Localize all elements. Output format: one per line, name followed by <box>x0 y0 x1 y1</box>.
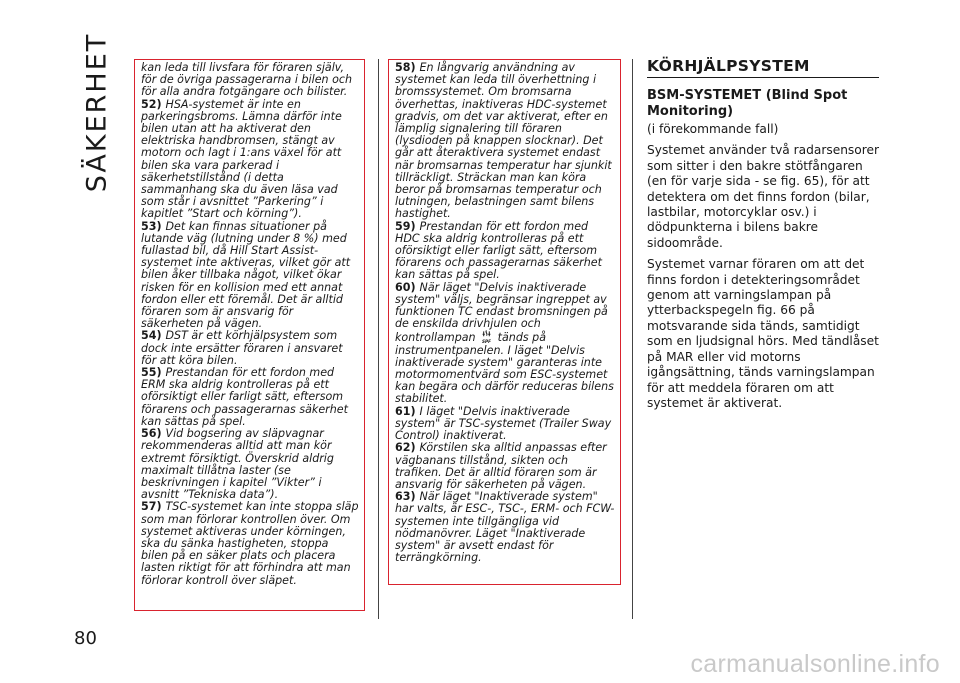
paragraph: Systemet använder två radarsensorer som sitter i den bakre stötfångaren (en för varje sida - se fig. 65), för att detektera om det finns fordon (bilar, lastbilar, motorcyklar osv.) i dödpunkterna i bilens bakre sidoområde. <box>647 143 879 250</box>
paragraph: Systemet varnar föraren om att det finns fordon i detekteringsområdet genom att varningslampan på ytterbackspegeln fig. 66 på motsvarande sida tänds, samtidigt som en ljudsignal hörs. Med tändlåset på MAR eller vid motorns igångsättning, tänds varningslampan för att meddela föraren om att systemet är aktiverat. <box>647 257 879 410</box>
note-number: 59) <box>395 219 416 233</box>
note-text: tänds på instrumentpanelen. I läget "Delvis inaktiverade system" garanteras inte motormomentvärd som ESC-systemet kan begära och därför reduceras bilens stabilitet. <box>395 331 614 406</box>
note-item <box>395 406 615 443</box>
note-number: 60) <box>395 280 416 294</box>
paragraph: (i förekommande fall) <box>647 122 779 136</box>
watermark: carmanualsonline.info <box>690 650 940 678</box>
note-text: Vid bogsering av släpvagnar rekommenderas alltid att man kör extremt försiktigt. Överskrid aldrig maximalt tillåtna laster (se beskrivningen i kapitel ”Vikter” i avsnitt ”Tekniska data”). <box>141 427 334 502</box>
column-divider <box>632 59 633 619</box>
note-number: 52) <box>141 97 162 111</box>
note-item <box>395 62 615 221</box>
note-text: kan leda till livsfara för föraren själv, för de övriga passagerarna i bilen och för alla andra fotgängare och bilister. <box>141 61 352 99</box>
note-text: DST är ett körhjälpsystem som dock inte ersätter föraren i ansvaret för att köra bilen. <box>141 329 343 367</box>
note-item <box>141 62 359 99</box>
note-item <box>141 501 359 586</box>
note-text: En långvarig användning av systemet kan leda till överhettning i bromssystemet. Om bromsarna överhettas, inaktiveras HDC-systemet gradvis, om det var aktiverat, efter en lämplig signalering till föraren (lysdioden på knappen slocknar). Det går att återaktivera systemet endast när bromsarnas temperatur har sjunkit tillräckligt. Sträckan man kan köra beror på bromsarnas temperatur och lutningen, belastningen samt bilens hastighet. <box>395 61 612 221</box>
note-number: 54) <box>141 329 162 343</box>
note-number: 61) <box>395 404 416 418</box>
note-text: Det kan finnas situationer på lutande väg (lutning under 8 %) med fullastad bil, då Hill Start Assist-systemet inte aktiveras, vilket gör att bilen åker tillbaka något, vilket ökar risken för en kollision med ett annat fordon eller ett föremål. Det är alltid föraren som är ansvarig för säkerheten på vägen. <box>141 219 351 331</box>
note-text: I läget "Delvis inaktiverade system" är TSC-systemet (Trailer Sway Control) inaktiverat. <box>395 404 612 443</box>
note-text: Prestandan för ett fordon med HDC ska aldrig kontrolleras på ett oförsiktigt eller farligt sätt, eftersom förarens och passagerarnas säkerhet kan sättas på spel. <box>395 219 602 282</box>
note-item <box>141 367 359 428</box>
note-number: 56) <box>141 427 162 441</box>
note-item <box>395 491 615 564</box>
note-number: 57) <box>141 500 162 514</box>
note-item <box>395 221 615 282</box>
column-divider <box>378 59 379 619</box>
note-number: 58) <box>395 61 416 74</box>
note-text: TSC-systemet kan inte stoppa släp som man förlorar kontrollen över. Om systemet aktiveras under körningen, ska du sänka hastigheten, stoppa bilen på en säker plats och placera lasten riktigt för att förhindra att man förlorar kontroll över släpet. <box>141 500 359 587</box>
note-item <box>395 442 615 491</box>
note-number: 62) <box>395 441 416 455</box>
note-text: När läget "Inaktiverade system" har valts, är ESC-, TSC-, ERM- och FCW-systemen inte tillgängliga vid nödmanövrer. Läget "Inaktiverade system" är avsett endast för terrängkörning. <box>395 490 615 565</box>
chapter-side-title-text: SÄKERHET <box>81 32 113 193</box>
chapter-side-title <box>74 32 120 193</box>
spf-warning-icon <box>481 330 492 344</box>
section-driver-assist <box>647 57 879 411</box>
note-number: 55) <box>141 366 162 380</box>
subsection-title: BSM-SYSTEMET (Blind Spot Monitoring) <box>647 88 848 119</box>
warning-notes-box-middle <box>388 59 621 585</box>
page-number: 80 <box>74 628 97 649</box>
section-title: KÖRHJÄLPSYSTEM <box>647 57 879 78</box>
note-text: HSA-systemet är inte en parkeringsbroms. Lämna därför inte bilen utan att ha aktiverat den elektriska handbromsen, stängt av motorn och lagt i 1:ans växel för att bilen ska vara parkerad i säkerhetstillstånd (i detta sammanhang ska du även läsa vad som står i avsnittet ”Parkering” i kapitlet ”Start och körning”). <box>141 97 342 221</box>
note-text: När läget "Delvis inaktiverade system" väljs, begränsar ingreppet av funktionen TC endast bromsningen på de enskilda drivhjulen och kontrollampan <box>395 280 608 345</box>
note-item <box>141 428 359 501</box>
note-item <box>141 330 359 367</box>
warning-notes-box-left <box>134 59 365 611</box>
svg-text:SPF: SPF <box>482 339 492 345</box>
note-item <box>141 99 359 221</box>
note-text: Körstilen ska alltid anpassas efter vägbanans tillstånd, sikten och trafiken. Det är alltid föraren som är ansvarig för säkerheten på vägen. <box>395 441 607 491</box>
note-text: Prestandan för ett fordon med ERM ska aldrig kontrolleras på ett oförsiktigt eller farligt sätt, eftersom förarens och passagerarnas säkerhet kan sättas på spel. <box>141 366 348 428</box>
note-number: 53) <box>141 219 162 233</box>
note-number: 63) <box>395 490 416 504</box>
note-item <box>141 221 359 331</box>
note-item <box>395 282 615 406</box>
